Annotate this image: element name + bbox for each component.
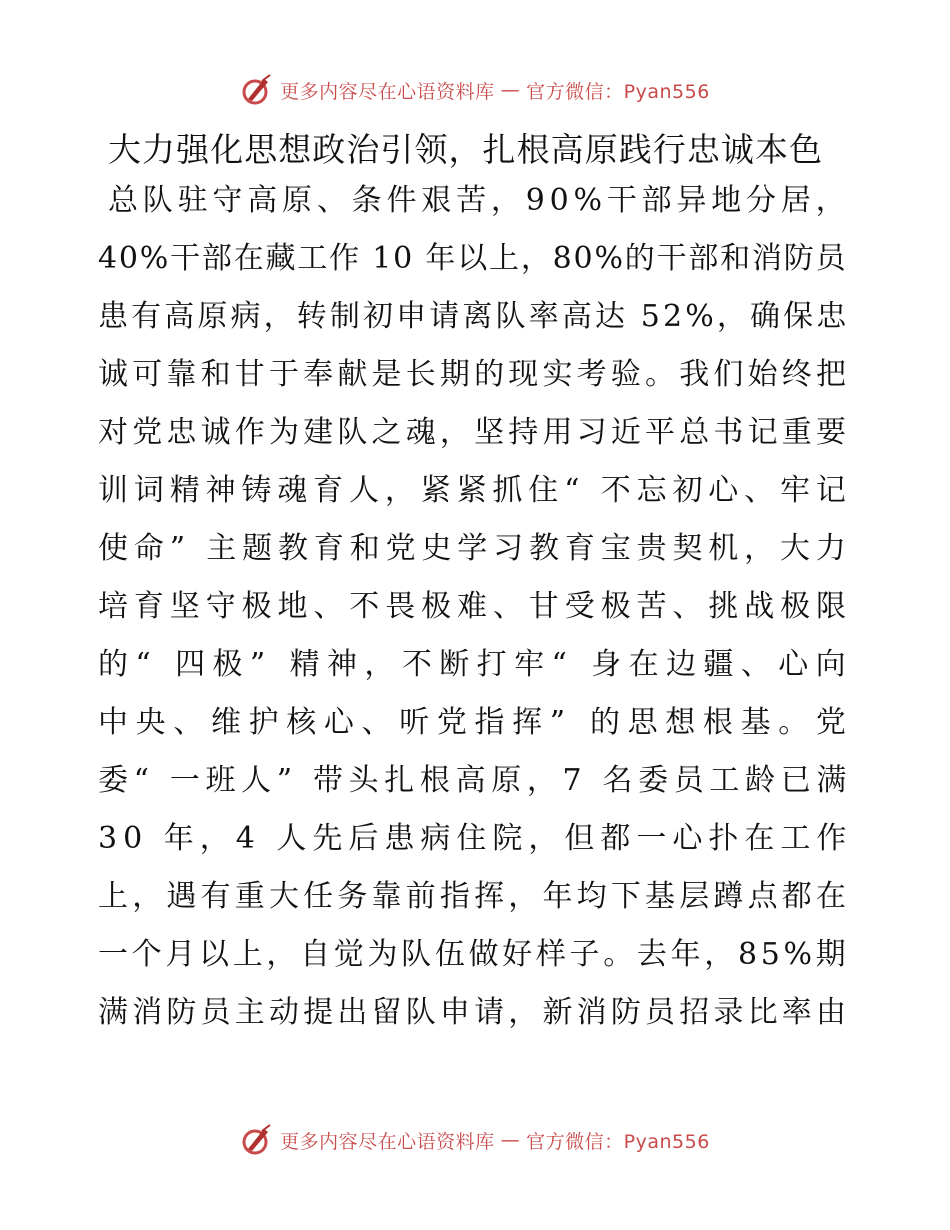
watermark-dash: —	[500, 1129, 521, 1151]
body-line: 对党忠诚作为建队之魂，坚持用习近平总书记重要	[98, 415, 851, 450]
body-line: 中央、维护核心、听党指挥” 的思想根基。党	[98, 705, 854, 740]
document-title: 大力强化思想政治引领，扎根高原践行忠诚本色	[108, 130, 824, 169]
body-line: 委“ 一班人” 带头扎根高原，7 名委员工龄已满	[98, 763, 853, 798]
watermark-wechat-text: 官方微信：Pyan556	[526, 1130, 710, 1153]
body-line: 患有高原病，转制初申请离队率高达 52%，确保忠	[98, 299, 850, 334]
body-line: 训词精神铸魂育人，紧紧抓住“ 不忘初心、牢记	[98, 473, 852, 508]
watermark-wechat-text: 官方微信：Pyan556	[526, 80, 710, 103]
quill-logo-icon	[240, 73, 274, 107]
watermark-main-text: 更多内容尽在心语资料库	[280, 1130, 495, 1153]
watermark-dash: —	[500, 79, 521, 101]
body-line: 培育坚守极地、不畏极难、甘受极苦、挑战极限	[98, 589, 852, 624]
body-line: 40%干部在藏工作 10 年以上，80%的干部和消防员	[98, 241, 848, 276]
watermark-header	[0, 70, 950, 110]
watermark-main-text: 更多内容尽在心语资料库	[280, 80, 495, 103]
body-line: 满消防员主动提出留队申请，新消防员招录比率由	[98, 995, 851, 1030]
body-line: 的“ 四极” 精神，不断打牢“ 身在边疆、心向	[98, 647, 854, 682]
body-line: 使命” 主题教育和党史学习教育宝贵契机，大力	[98, 531, 852, 566]
body-line: 上，遇有重大任务靠前指挥，年均下基层蹲点都在	[98, 879, 851, 914]
quill-logo-icon	[240, 1123, 274, 1157]
body-line: 总队驻守高原、条件艰苦，90%干部异地分居，	[108, 183, 851, 218]
body-line: 30 年，4 人先后患病住院，但都一心扑在工作	[98, 821, 853, 856]
watermark-footer	[0, 1120, 950, 1160]
body-line: 一个月以上，自觉为队伍做好样子。去年，85%期	[98, 937, 850, 972]
body-line: 诚可靠和甘于奉献是长期的现实考验。我们始终把	[98, 357, 851, 392]
